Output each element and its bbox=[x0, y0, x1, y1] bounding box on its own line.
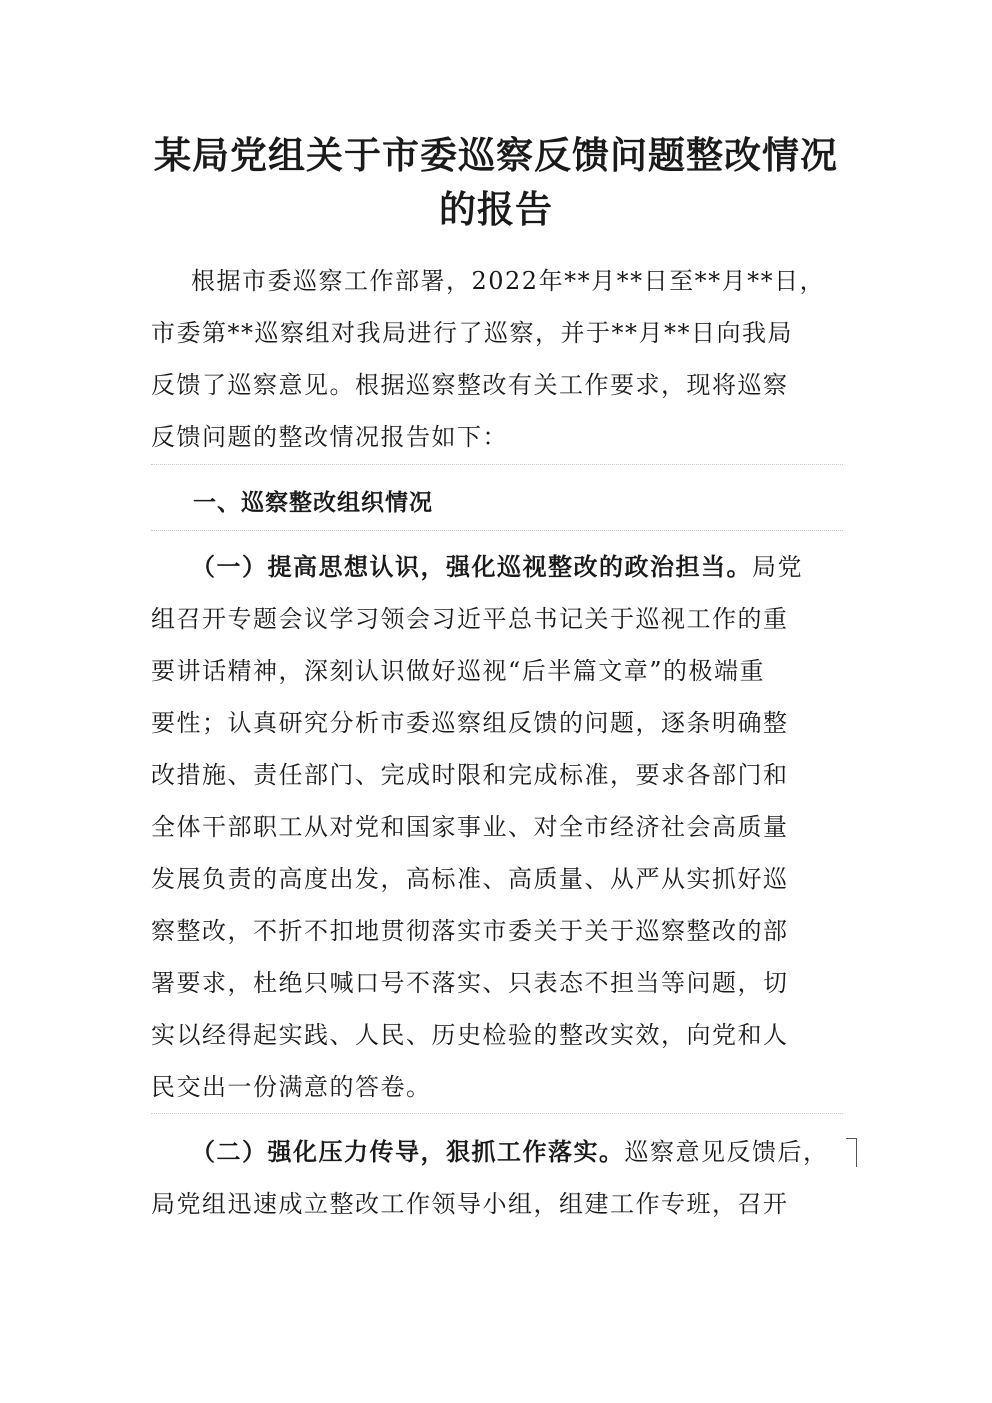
item-2-first-line-text: 巡察意见反馈后， bbox=[624, 1138, 829, 1166]
section-divider bbox=[151, 464, 843, 465]
section-heading: 一、巡察整改组织情况 bbox=[193, 490, 433, 516]
item-1-first-line-text: 局党 bbox=[752, 553, 803, 581]
item-1-line: 察整改，不折不扣地贯彻落实市委关于关于巡察整改的部 bbox=[151, 917, 789, 945]
intro-line: 反馈问题的整改情况报告如下： bbox=[151, 423, 508, 451]
page-corner-mark bbox=[846, 1138, 857, 1167]
item-1-line: 署要求，杜绝只喊口号不落实、只表态不担当等问题，切 bbox=[151, 969, 789, 997]
item-1-line: 要讲话精神，深刻认识做好巡视“后半篇文章”的极端重 bbox=[151, 657, 766, 685]
section-divider bbox=[151, 1113, 843, 1114]
intro-line: 市委第**巡察组对我局进行了巡察，并于**月**日向我局 bbox=[151, 319, 793, 347]
item-1-paragraph bbox=[151, 541, 851, 1113]
item-1-line: 组召开专题会议学习领会习近平总书记关于巡视工作的重 bbox=[151, 605, 789, 633]
item-2-line: 局党组迅速成立整改工作领导小组，组建工作专班，召开 bbox=[151, 1190, 789, 1218]
item-1-line: 要性；认真研究分析市委巡察组反馈的问题，逐条明确整 bbox=[151, 709, 789, 737]
document-title-line-1: 某局党组关于市委巡察反馈问题整改情况 bbox=[154, 134, 838, 177]
item-1-line: 民交出一份满意的答卷。 bbox=[151, 1073, 432, 1101]
item-1-line: 全体干部职工从对党和国家事业、对全市经济社会高质量 bbox=[151, 813, 789, 841]
document-title-line-2: 的报告 bbox=[439, 188, 553, 231]
intro-line: 反馈了巡察意见。根据巡察整改有关工作要求，现将巡察 bbox=[151, 371, 789, 399]
item-1-lead: （一）提高思想认识，强化巡视整改的政治担当。 bbox=[191, 553, 752, 581]
intro-line: 根据市委巡察工作部署，2022年**月**日至**月**日， bbox=[191, 267, 826, 295]
item-1-first-line bbox=[151, 541, 851, 593]
item-2-paragraph bbox=[151, 1126, 851, 1230]
item-1-line: 改措施、责任部门、完成时限和完成标准，要求各部门和 bbox=[151, 761, 789, 789]
item-2-first-line bbox=[151, 1126, 851, 1178]
item-2-lead: （二）强化压力传导，狠抓工作落实。 bbox=[191, 1138, 625, 1166]
section-divider bbox=[151, 530, 843, 531]
item-1-line: 实以经得起实践、人民、历史检验的整改实效，向党和人 bbox=[151, 1021, 789, 1049]
intro-paragraph bbox=[151, 255, 851, 463]
item-1-line: 发展负责的高度出发，高标准、高质量、从严从实抓好巡 bbox=[151, 865, 789, 893]
